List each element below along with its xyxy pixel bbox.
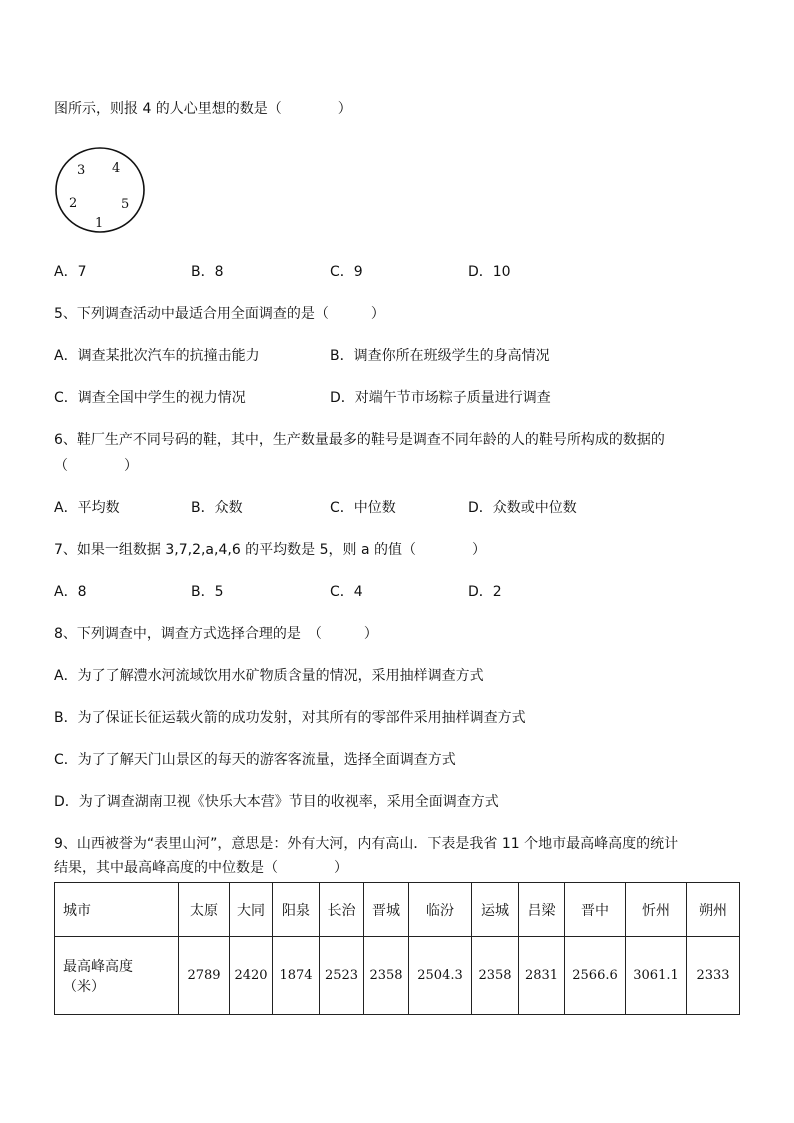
table-cell-height: 2831 [519, 937, 565, 1015]
q4-option-c: C．9 [330, 264, 363, 280]
q6-stem: 6、鞋厂生产不同号码的鞋，其中，生产数量最多的鞋号是调查不同年龄的人的鞋号所构成的数据的 [54, 432, 665, 448]
table-cell-city: 晋中 [565, 883, 626, 937]
q9-stem-line2: 结果，其中最高峰高度的中位数是（ ） [54, 860, 348, 876]
table-cell-height: 2420 [230, 937, 273, 1015]
q5-option-b: B．调查你所在班级学生的身高情况 [330, 348, 550, 364]
table-cell-city: 临汾 [409, 883, 472, 937]
table-cell-city: 忻州 [626, 883, 687, 937]
circle-number-4: 4 [112, 161, 121, 176]
q8-option-a: A．为了了解澧水河流域饮用水矿物质含量的情况，采用抽样调查方式 [54, 668, 484, 684]
circle-number-3: 3 [77, 163, 86, 178]
row-label-line1: 最高峰高度 [63, 958, 133, 975]
q4-option-a: A．7 [54, 264, 87, 280]
table-cell-city: 吕梁 [519, 883, 565, 937]
q6-stem-blank: （ ） [54, 458, 138, 474]
q9-stem: 9、山西被誉为“表里山河”，意思是：外有大河，内有高山．下表是我省 11 个地市最高峰高度的统计 [54, 836, 679, 852]
q8-option-d: D．为了调查湖南卫视《快乐大本营》节目的收视率，采用全面调查方式 [54, 794, 499, 810]
table-cell-height: 2504.3 [409, 937, 472, 1015]
table-cell-city: 长治 [320, 883, 364, 937]
q5-stem: 5、下列调查活动中最适合用全面调查的是（ ） [54, 306, 385, 322]
q5-option-c: C．调查全国中学生的视力情况 [54, 390, 246, 406]
table-cell-height: 2523 [320, 937, 364, 1015]
q5-option-a: A．调查某批次汽车的抗撞击能力 [54, 348, 260, 364]
table-cell-height: 1874 [273, 937, 320, 1015]
peak-height-table [54, 882, 740, 1015]
table-cell-height: 2333 [687, 937, 740, 1015]
q8-option-c: C．为了了解天门山景区的每天的游客客流量，选择全面调查方式 [54, 752, 456, 768]
table-cell-city: 大同 [230, 883, 273, 937]
table-cell-city: 晋城 [364, 883, 409, 937]
q7-option-c: C．4 [330, 584, 363, 600]
table-cell-height: 2358 [472, 937, 519, 1015]
table-cell-city: 朔州 [687, 883, 740, 937]
table-cell-city: 运城 [472, 883, 519, 937]
q4-stem: 图所示，则报 4 的人心里想的数是（ ） [54, 101, 352, 117]
q8-stem: 8、下列调查中，调查方式选择合理的是 （ ） [54, 626, 378, 642]
q4-option-b: B．8 [191, 264, 224, 280]
q6-option-b: B．众数 [191, 500, 243, 516]
q7-option-d: D．2 [468, 584, 502, 600]
q6-option-c: C．中位数 [330, 500, 396, 516]
q5-option-d: D．对端午节市场粽子质量进行调查 [330, 390, 551, 406]
q7-stem: 7、如果一组数据 3,7,2,a,4,6 的平均数是 5，则 a 的值（ ） [54, 542, 487, 558]
q7-option-a: A．8 [54, 584, 87, 600]
table-cell-height: 2789 [179, 937, 230, 1015]
table-cell-city: 阳泉 [273, 883, 320, 937]
circle-number-1: 1 [95, 216, 104, 231]
row-label-line2: （米） [63, 978, 105, 995]
q6-option-a: A．平均数 [54, 500, 120, 516]
table-cell-height: 2358 [364, 937, 409, 1015]
table-cell-height: 2566.6 [565, 937, 626, 1015]
table-cell-row-label: 城市 [55, 883, 179, 937]
table-cell-city: 太原 [179, 883, 230, 937]
circle-number-5: 5 [121, 197, 130, 212]
q7-option-b: B．5 [191, 584, 224, 600]
q6-option-d: D．众数或中位数 [468, 500, 577, 516]
q8-option-b: B．为了保证长征运载火箭的成功发射，对其所有的零部件采用抽样调查方式 [54, 710, 526, 726]
table-row-heights [55, 937, 740, 1015]
q4-option-d: D．10 [468, 264, 511, 280]
table-row-cities [55, 883, 740, 937]
table-cell-row-label [55, 937, 179, 1015]
number-circle-figure [54, 146, 146, 234]
circle-number-2: 2 [69, 196, 78, 211]
table-cell-height: 3061.1 [626, 937, 687, 1015]
